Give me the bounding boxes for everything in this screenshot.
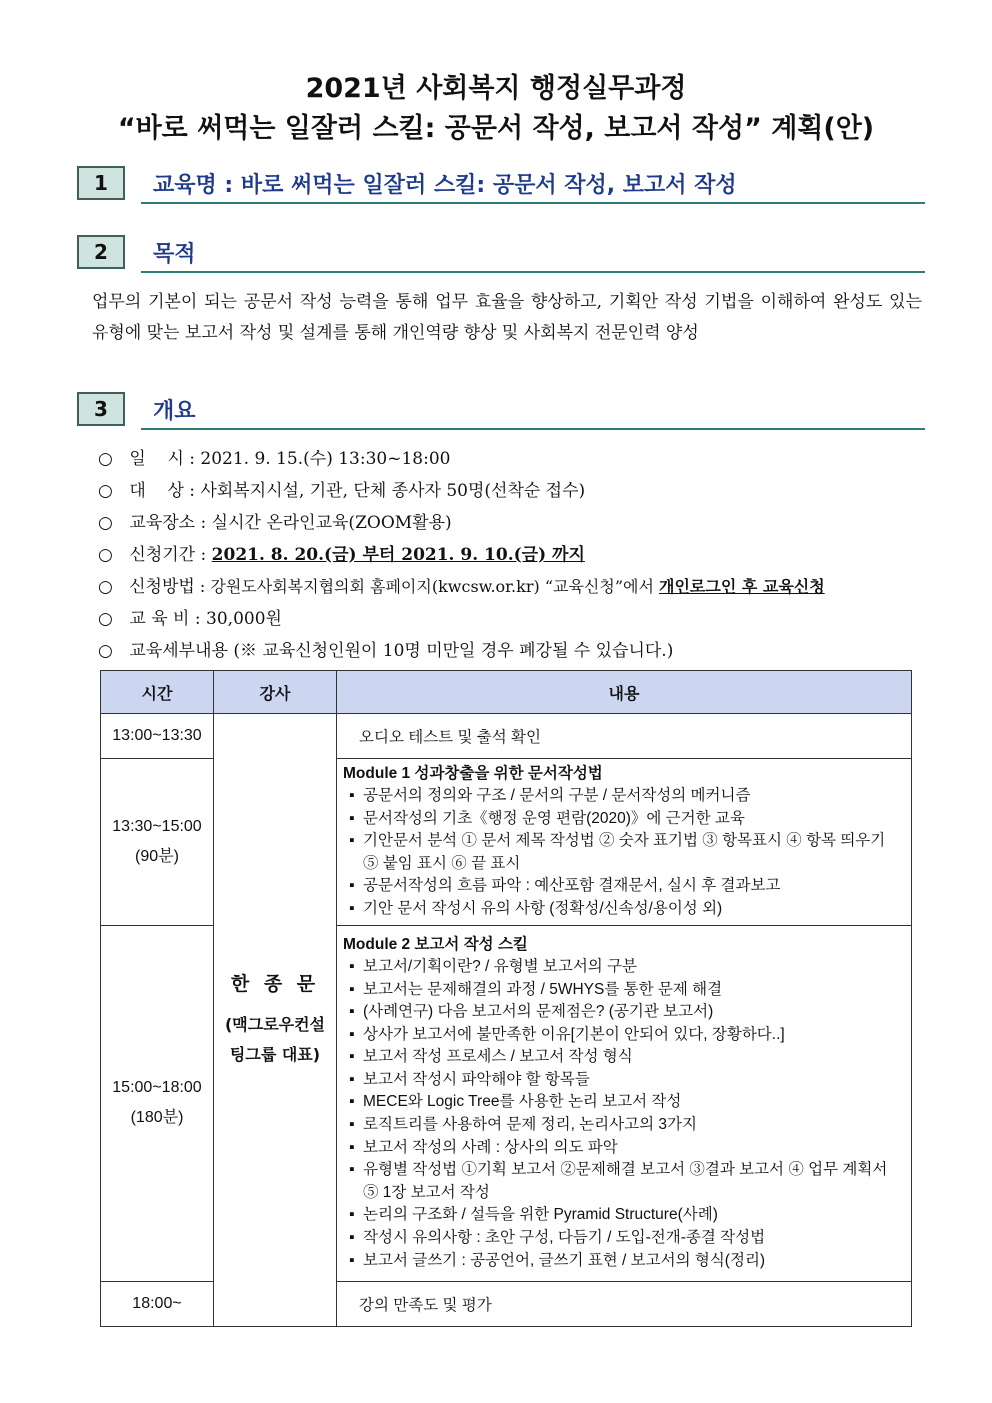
section-underline [141,202,925,204]
list-item: ▪ 기안 문서 작성시 유의 사항 (정확성/신속성/용이성 외) [363,898,903,921]
overview-value-underlined: 개인로그인 후 교육신청 [659,577,825,596]
module-items [343,956,903,1272]
circle-bullet-icon: ○ [98,513,113,533]
module-title: Module 1 성과창출을 위한 문서작성법 [343,765,603,782]
overview-label: 신청방법 [129,577,195,597]
circle-bullet-icon: ○ [98,449,113,469]
time-cell [101,759,214,926]
circle-bullet-icon: ○ [98,481,113,501]
overview-value: 실시간 온라인교육(ZOOM활용) [211,513,452,533]
list-item: ▪ 논리의 구조화 / 설득을 위한 Pyramid Structure(사례) [363,1204,903,1227]
time-duration: (90분) [135,847,179,865]
overview-value: 사회복지시설, 기관, 단체 종사자 50명(선착순 접수) [200,481,586,501]
list-item: ▪ 유형별 작성법 ①기획 보고서 ②문제해결 보고서 ③결과 보고서 ④ 업무 계획서 ⑤ 1장 보고서 작성 [363,1159,903,1204]
section-underline [141,428,925,430]
module-title: Module 2 보고서 작성 스킬 [343,935,528,953]
overview-target: ○ 대 상 : 사회복지시설, 기관, 단체 종사자 50명(선착순 접수) [98,476,938,501]
overview-value: (※ 교육신청인원이 10명 미만일 경우 폐강될 수 있습니다.) [233,641,674,661]
list-item: ▪ 상사가 보고서에 불만족한 이유[기본이 안되어 있다, 장황하다..] [363,1024,903,1047]
overview-method: ○ 신청방법 : 강원도사회복지협의회 홈페이지(kwcsw.or.kr) “교육신청”에서 개인로그인 후 교육신청 [98,572,938,597]
table-row [101,714,912,759]
header-content: 내용 [337,671,912,714]
list-item: ▪ 기안문서 분석 ① 문서 제목 작성법 ② 숫자 표기법 ③ 항목표시 ④ 항목 띄우기 ⑤ 붙임 표시 ⑥ 끝 표시 [363,830,903,875]
overview-label: 일 시 [129,449,184,469]
time-cell: 13:00~13:30 [101,714,214,759]
overview-label: 교육장소 [129,513,196,533]
overview-value: 30,000원 [206,609,282,629]
module-items [343,785,903,921]
purpose-text: 업무의 기본이 되는 공문서 작성 능력을 통해 업무 효율을 향상하고, 기획안 작성 기법을 이해하여 완성도 있는 유형에 맞는 보고서 작성 및 설계를 통해 개인역량 향상 및 사회복지 전문인력 양성 [92,292,922,343]
overview-label: 교 육 비 [129,609,190,629]
list-item: ▪ 보고서 작성 프로세스 / 보고서 작성 형식 [363,1046,903,1069]
overview-date: ○ 일 시 : 2021. 9. 15.(수) 13:30~18:00 [98,444,938,469]
overview-place: ○ 교육장소 : 실시간 온라인교육(ZOOM활용) [98,508,938,533]
section-title: 목적 [153,242,196,267]
overview-label: 교육세부내용 [129,641,228,661]
section-number: 3 [77,392,125,426]
instructor-org-line2: 팅그룹 대표) [229,1045,321,1065]
time-cell: 18:00~ [101,1281,214,1326]
section-underline [141,271,925,273]
time-cell [101,925,214,1281]
list-item: ▪ 문서작성의 기초《행정 운영 편람(2020)》에 근거한 교육 [363,808,903,831]
section-2-header [77,235,925,275]
circle-bullet-icon: ○ [98,545,113,565]
instructor-name: 한 종 문 [230,973,320,996]
overview-label: 신청기간 [129,545,196,565]
list-item: ▪ 보고서 작성시 파악해야 할 항목들 [363,1069,903,1092]
overview-period: ○ 신청기간 : 2021. 8. 20.(금) 부터 2021. 9. 10.(금) 까지 [98,540,938,565]
overview-fee: ○ 교 육 비 : 30,000원 [98,604,938,629]
section-1-header [77,166,925,206]
list-item: ▪ 작성시 유의사항 : 초안 구성, 다듬기 / 도입-전개-종결 작성법 [363,1227,903,1250]
overview-value: 강원도사회복지협의회 홈페이지(kwcsw.or.kr) “교육신청”에서 [210,577,659,596]
list-item: ▪ 보고서 글쓰기 : 공공언어, 글쓰기 표현 / 보고서의 형식(정리) [363,1250,903,1273]
circle-bullet-icon: ○ [98,641,113,661]
schedule-table [100,670,912,1327]
content-cell: 오디오 테스트 및 출석 확인 [337,714,912,759]
section-title: 개요 [153,399,196,424]
list-item: ▪ MECE와 Logic Tree를 사용한 논리 보고서 작성 [363,1091,903,1114]
time-range: 13:30~15:00 [112,817,202,835]
list-item: ▪ 공문서의 정의와 구조 / 문서의 구분 / 문서작성의 메커니즘 [363,785,903,808]
circle-bullet-icon: ○ [98,609,113,629]
list-item: ▪ (사례연구) 다음 보고서의 문제점은? (공기관 보고서) [363,1001,903,1024]
overview-value: 2021. 9. 15.(수) 13:30~18:00 [200,449,451,469]
list-item: ▪ 보고서 작성의 사례 : 상사의 의도 파악 [363,1137,903,1160]
list-item: ▪ 공문서작성의 흐름 파악 : 예산포함 결재문서, 실시 후 결과보고 [363,875,903,898]
time-range: 15:00~18:00 [112,1079,202,1097]
content-cell: 강의 만족도 및 평가 [337,1281,912,1326]
overview-label: 대 상 [129,481,184,501]
section-3-header [77,392,925,432]
table-header-row [101,671,912,714]
section-title: 교육명 : 바로 써먹는 일잘러 스킬: 공문서 작성, 보고서 작성 [153,173,737,198]
header-time: 시간 [101,671,214,714]
overview-value: 2021. 8. 20.(금) 부터 2021. 9. 10.(금) 까지 [211,545,585,565]
content-cell [337,925,912,1281]
list-item: ▪ 로직트리를 사용하여 문제 정리, 논리사고의 3가지 [363,1114,903,1137]
list-item: ▪ 보고서는 문제해결의 과정 / 5WHYS를 통한 문제 해결 [363,979,903,1002]
overview-detail [98,636,938,661]
instructor-cell [214,714,337,1327]
circle-bullet-icon: ○ [98,577,113,597]
list-item: ▪ 보고서/기획이란? / 유형별 보고서의 구분 [363,956,903,979]
header-instructor: 강사 [214,671,337,714]
instructor-org-line1: (맥그로우컨설 [224,1015,326,1035]
time-duration: (180분) [130,1109,184,1127]
section-number: 2 [77,235,125,269]
document-title-line2: “바로 써먹는 일잘러 스킬: 공문서 작성, 보고서 작성” 계획(안) [117,113,875,144]
content-cell [337,759,912,926]
document-title-line1: 2021년 사회복지 행정실무과정 [305,73,687,104]
section-number: 1 [77,166,125,200]
